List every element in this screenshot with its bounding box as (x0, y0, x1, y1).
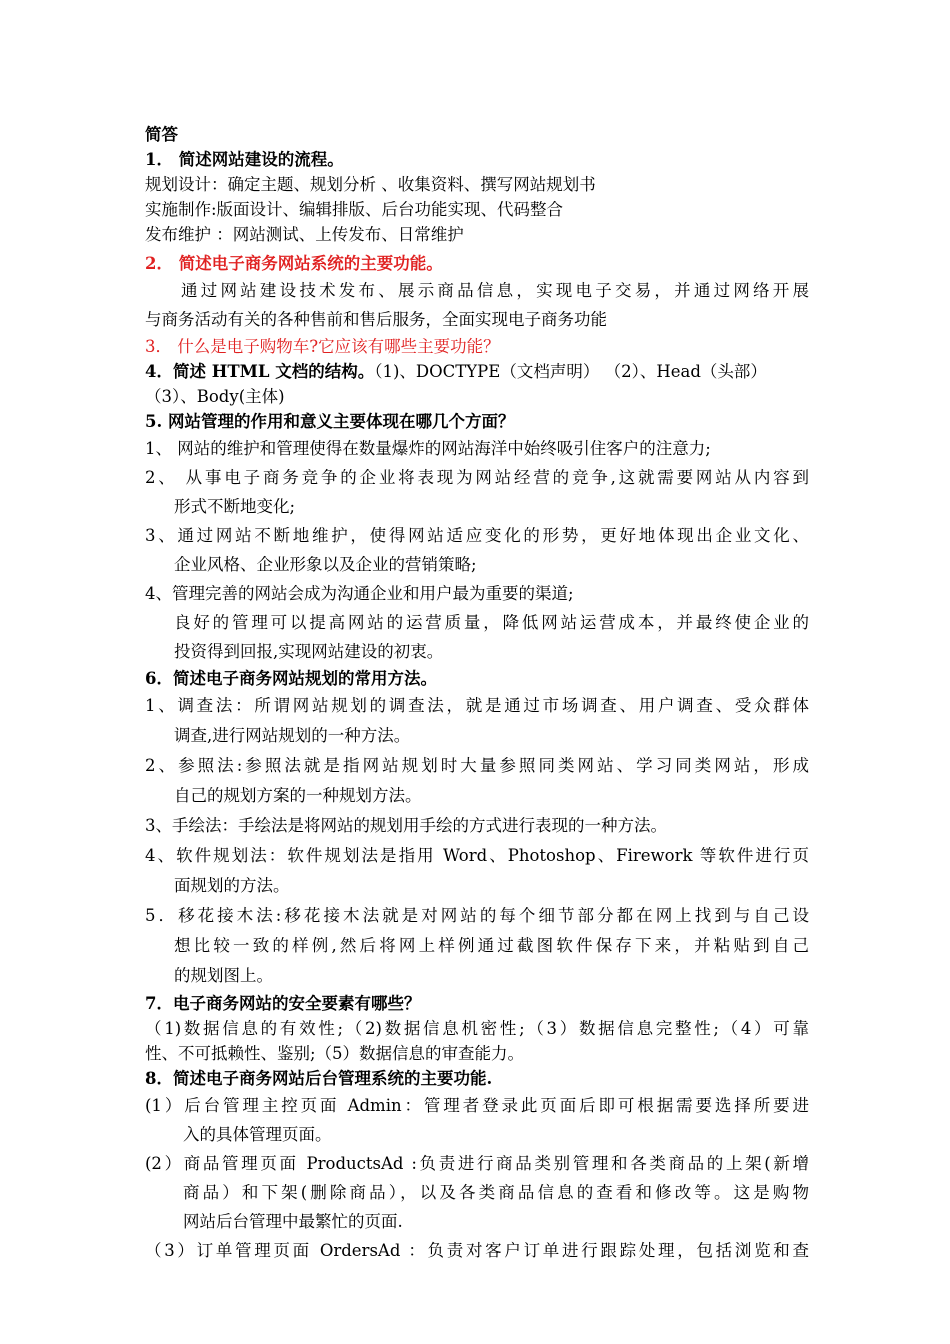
document-page (145, 122, 809, 1265)
q4-line (145, 359, 809, 384)
q6-line: 3、手绘法：手绘法是将网站的规划用手绘的方式进行表现的一种方法。 (145, 816, 667, 835)
q8-line: (1）后台管理主控页面 Admin：管理者登录此页面后即可根据需要选择所要进 (145, 1096, 809, 1115)
q6-line: 4、软件规划法：软件规划法是指用 Word、Photoshop、Firework 等软件进行页 (145, 846, 809, 865)
page-title: 简答 (145, 125, 178, 144)
q8-line: 网站后台管理中最繁忙的页面. (183, 1212, 403, 1231)
q8-line: 入的具体管理页面。 (183, 1125, 332, 1144)
q5-line: 1、 网站的维护和管理使得在数量爆炸的网站海洋中始终吸引住客户的注意力; (145, 439, 711, 458)
q6-line: 想比较一致的样例,然后将网上样例通过截图软件保存下来，并粘贴到自己 (174, 936, 809, 955)
q6-line: 5．移花接木法:移花接木法就是对网站的每个细节部分都在网上找到与自己设 (145, 906, 809, 925)
q6-line: 调查,进行网站规划的一种方法。 (174, 726, 411, 745)
q5-line: 投资得到回报,实现网站建设的初衷。 (174, 642, 444, 661)
q3-heading: 3． 什么是电子购物车?它应该有哪些主要功能？ (145, 337, 500, 356)
q4-line: （3）、Body(主体) (145, 387, 285, 406)
q5-line: 4、管理完善的网站会成为沟通企业和用户最为重要的渠道; (145, 584, 574, 603)
q1-line: 规划设计：确定主题、规划分析 、收集资料、撰写网站规划书 (145, 175, 596, 194)
q6-line: 自己的规划方案的一种规划方法。 (174, 786, 422, 805)
q6-line: 2、参照法:参照法就是指网站规划时大量参照同类网站、学习同类网站，形成 (145, 756, 809, 775)
q5-heading: 5. 网站管理的作用和意义主要体现在哪几个方面？ (145, 412, 515, 431)
q8-line: 商品）和下架(删除商品），以及各类商品信息的查看和修改等。这是购物 (183, 1183, 809, 1202)
q2-line: 通过网站建设技术发布、展示商品信息，实现电子交易，并通过网络开展 (181, 281, 809, 300)
q1-line: 发布维护 ：网站测试、上传发布、日常维护 (145, 225, 464, 244)
q7-line: 性、不可抵赖性、鉴别;（5）数据信息的审查能力。 (145, 1044, 525, 1063)
q5-line: 3、通过网站不断地维护，使得网站适应变化的形势，更好地体现出企业文化、 (145, 526, 809, 545)
q8-heading: 8．简述电子商务网站后台管理系统的主要功能. (145, 1069, 493, 1088)
q7-heading: 7．电子商务网站的安全要素有哪些？ (145, 994, 421, 1013)
q6-heading: 6．简述电子商务网站规划的常用方法。 (145, 669, 437, 688)
q2-line: 与商务活动有关的各种售前和售后服务，全面实现电子商务功能 (145, 310, 607, 329)
q4-heading: 4．简述 HTML 文档的结构。 (145, 362, 375, 381)
q5-line: 形式不断地变化; (174, 497, 296, 516)
q7-line: （1)数据信息的有效性;（2)数据信息机密性;（3）数据信息完整性;（4）可靠 (145, 1019, 809, 1038)
q1-heading: 1． 简述网站建设的流程。 (145, 150, 344, 169)
q8-line: （3）订单管理页面 OrdersAd ：负责对客户订单进行跟踪处理，包括浏览和查 (145, 1241, 809, 1260)
q1-line: 实施制作:版面设计、编辑排版、后台功能实现、代码整合 (145, 200, 564, 219)
q5-line: 2、 从事电子商务竞争的企业将表现为网站经营的竞争,这就需要网站从内容到 (145, 468, 809, 487)
q6-line: 面规划的方法。 (174, 876, 290, 895)
q6-line: 1、调查法：所谓网站规划的调查法，就是通过市场调查、用户调查、受众群体 (145, 696, 809, 715)
q2-heading: 2． 简述电子商务网站系统的主要功能。 (145, 254, 443, 273)
q6-line: 的规划图上。 (174, 966, 273, 985)
q4-structure: （1)、DOCTYPE（文档声明） （2）、Head（头部） (374, 362, 767, 381)
q5-line: 企业风格、企业形象以及企业的营销策略; (174, 555, 477, 574)
q8-line: (2）商品管理页面 ProductsAd :负责进行商品类别管理和各类商品的上架(新增 (145, 1154, 809, 1173)
q5-line: 良好的管理可以提高网站的运营质量，降低网站运营成本，并最终使企业的 (174, 613, 809, 632)
